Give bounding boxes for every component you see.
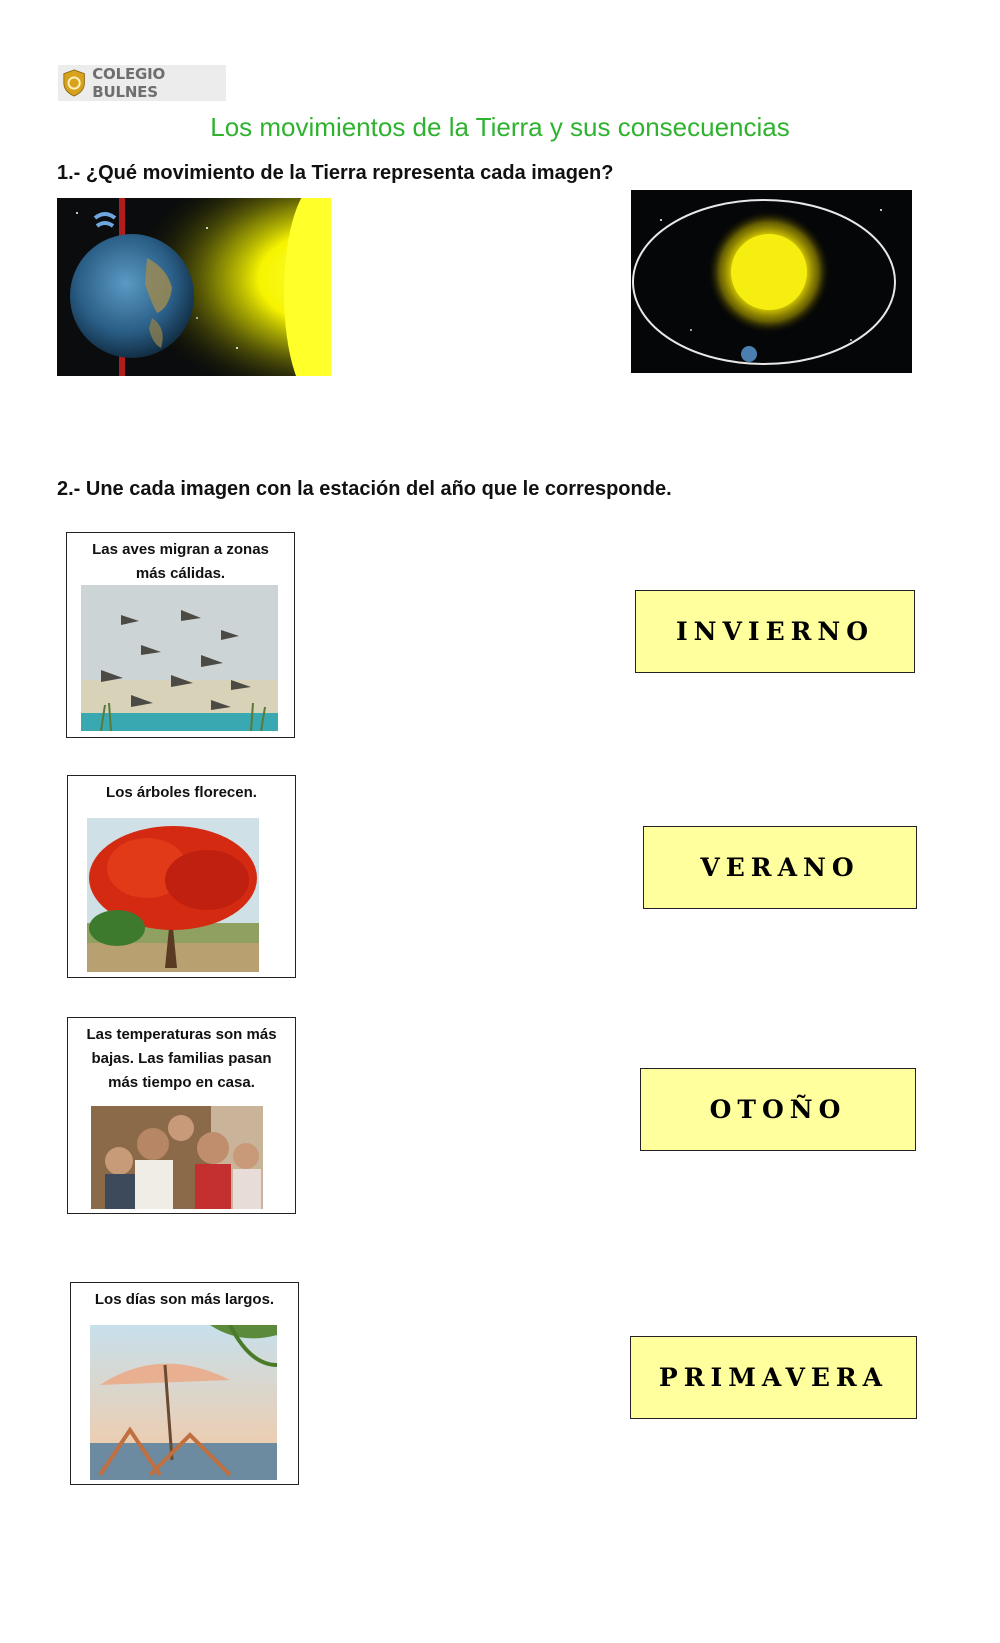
beach-umbrella-image — [90, 1325, 277, 1480]
card-family[interactable] — [67, 1017, 296, 1214]
card-text: Las temperaturas son más bajas. Las familias pasan más tiempo en casa. — [86, 1026, 277, 1091]
card-beach[interactable] — [70, 1282, 299, 1485]
school-logo — [58, 65, 226, 101]
migrating-birds-image — [81, 585, 278, 731]
card-text: Los árboles florecen. — [106, 784, 257, 801]
season-verano[interactable]: VERANO — [643, 826, 917, 909]
earth-orbit-image — [631, 190, 912, 373]
season-otono[interactable]: OTOÑO — [640, 1068, 916, 1151]
school-name: COLEGIO BULNES — [92, 65, 166, 101]
question-1: 1.- ¿Qué movimiento de la Tierra representa cada imagen? — [57, 162, 614, 184]
family-at-home-image — [91, 1106, 263, 1209]
card-text: Los días son más largos. — [94, 1291, 275, 1308]
shield-icon — [62, 68, 86, 98]
card-birds[interactable] — [66, 532, 295, 738]
card-tree[interactable] — [67, 775, 296, 978]
season-primavera[interactable]: PRIMAVERA — [630, 1336, 917, 1419]
page-title: Los movimientos de la Tierra y sus consecuencias — [210, 112, 790, 142]
card-text: Las aves migran a zonas más cálidas. — [92, 541, 269, 582]
flowering-tree-image — [87, 818, 259, 972]
season-invierno[interactable]: INVIERNO — [635, 590, 915, 673]
question-2: 2.- Une cada imagen con la estación del año que le corresponde. — [57, 478, 672, 500]
earth-rotation-image — [57, 198, 331, 376]
